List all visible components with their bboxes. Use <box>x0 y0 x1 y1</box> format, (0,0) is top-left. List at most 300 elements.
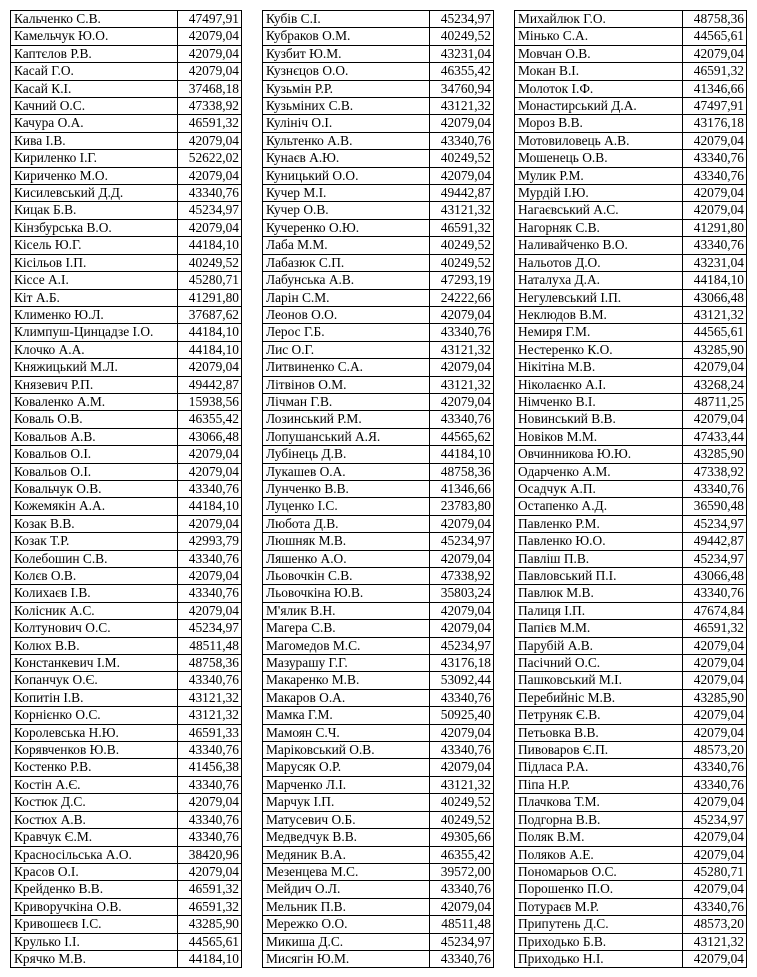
amount-value: 44184,10 <box>178 950 242 967</box>
amount-value: 42079,04 <box>683 637 747 654</box>
amount-value: 43340,76 <box>178 585 242 602</box>
amount-value: 36590,48 <box>683 498 747 515</box>
amount-value: 42079,04 <box>683 132 747 149</box>
table-row <box>263 167 494 184</box>
person-name: Неклюдов В.М. <box>515 306 683 323</box>
table-row <box>515 446 747 463</box>
table-row <box>515 637 747 654</box>
amount-value: 42079,04 <box>178 167 242 184</box>
person-name: Новинський В.В. <box>515 411 683 428</box>
table-row <box>263 359 494 376</box>
person-name: Климпуш-Цинцадзе І.О. <box>11 324 178 341</box>
person-name: Козак В.В. <box>11 515 178 532</box>
person-name: Кузнєцов О.О. <box>263 63 430 80</box>
person-name: Литвиненко С.А. <box>263 359 430 376</box>
person-name: Кучер М.І. <box>263 185 430 202</box>
person-name: Мороз В.В. <box>515 115 683 132</box>
person-name: Потураєв М.Р. <box>515 898 683 915</box>
person-name: Підласа Р.А. <box>515 759 683 776</box>
person-name: Льовочкін С.В. <box>263 568 430 585</box>
amount-value: 44184,10 <box>430 446 494 463</box>
amount-value: 42079,04 <box>683 655 747 672</box>
amount-value: 44184,10 <box>178 498 242 515</box>
table-row <box>11 811 242 828</box>
table-row <box>515 376 747 393</box>
amount-value: 45280,71 <box>178 272 242 289</box>
table-row <box>263 881 494 898</box>
person-name: Крулько І.І. <box>11 933 178 950</box>
person-name: Мамка Г.М. <box>263 707 430 724</box>
table-row <box>263 393 494 410</box>
amount-value: 43340,76 <box>178 811 242 828</box>
table-row <box>11 533 242 550</box>
amount-value: 45234,97 <box>683 811 747 828</box>
person-name: Колєв О.В. <box>11 568 178 585</box>
person-name: Павловський П.І. <box>515 568 683 585</box>
table-row <box>515 829 747 846</box>
amount-value: 44565,62 <box>430 428 494 445</box>
amount-value: 41291,80 <box>178 289 242 306</box>
amount-value: 42079,04 <box>178 219 242 236</box>
amount-value: 43340,76 <box>430 132 494 149</box>
person-name: Кива І.В. <box>11 132 178 149</box>
table-row <box>515 811 747 828</box>
table-row <box>263 428 494 445</box>
person-name: Мокан В.І. <box>515 63 683 80</box>
amount-value: 50925,40 <box>430 707 494 724</box>
person-name: Кириченко М.О. <box>11 167 178 184</box>
amount-value: 37687,62 <box>178 306 242 323</box>
amount-value: 42079,04 <box>683 672 747 689</box>
table-row <box>11 28 242 45</box>
table-row <box>263 219 494 236</box>
person-name: Мошенець О.В. <box>515 150 683 167</box>
person-name: Лозинський Р.М. <box>263 411 430 428</box>
table-row <box>263 306 494 323</box>
amount-value: 43340,76 <box>178 550 242 567</box>
amount-value: 46591,32 <box>178 115 242 132</box>
table-row <box>11 167 242 184</box>
table-row <box>515 916 747 933</box>
amount-value: 43066,48 <box>683 568 747 585</box>
table-row <box>515 11 747 28</box>
amount-value: 42079,04 <box>430 602 494 619</box>
amount-value: 46355,42 <box>178 411 242 428</box>
person-name: Колихаєв І.В. <box>11 585 178 602</box>
table-row <box>11 428 242 445</box>
table-row <box>11 672 242 689</box>
person-name: Кузбит Ю.М. <box>263 45 430 62</box>
person-name: Копитін І.В. <box>11 689 178 706</box>
table-row <box>263 724 494 741</box>
amount-value: 42079,04 <box>430 515 494 532</box>
person-name: Кальченко С.В. <box>11 11 178 28</box>
amount-value: 43340,76 <box>178 742 242 759</box>
amount-value: 47674,84 <box>683 602 747 619</box>
amount-value: 49305,66 <box>430 829 494 846</box>
amount-value: 43231,04 <box>683 254 747 271</box>
person-name: Павліш П.В. <box>515 550 683 567</box>
table-row <box>263 376 494 393</box>
table-row <box>11 950 242 967</box>
table-row <box>11 463 242 480</box>
table-row <box>263 80 494 97</box>
person-name: Корнієнко О.С. <box>11 707 178 724</box>
amount-value: 45234,97 <box>178 620 242 637</box>
amount-value: 35803,24 <box>430 585 494 602</box>
person-name: Мурдій І.Ю. <box>515 185 683 202</box>
person-name: Каптєлов Р.В. <box>11 45 178 62</box>
person-name: Любота Д.В. <box>263 515 430 532</box>
table-row <box>263 341 494 358</box>
person-name: Нальотов Д.О. <box>515 254 683 271</box>
person-name: Остапенко А.Д. <box>515 498 683 515</box>
table-row <box>11 863 242 880</box>
amount-value: 42079,04 <box>683 829 747 846</box>
table-row <box>263 324 494 341</box>
amount-value: 48758,36 <box>683 11 747 28</box>
table-row <box>11 568 242 585</box>
person-name: Новіков М.М. <box>515 428 683 445</box>
amount-value: 48511,48 <box>430 916 494 933</box>
person-name: Красносільська А.О. <box>11 846 178 863</box>
table-row <box>11 620 242 637</box>
amount-value: 47293,19 <box>430 272 494 289</box>
person-name: Плачкова Т.М. <box>515 794 683 811</box>
person-name: Поляков А.Е. <box>515 846 683 863</box>
name-amount-table-1 <box>10 10 242 968</box>
amount-value: 48711,25 <box>683 393 747 410</box>
amount-value: 43340,76 <box>430 411 494 428</box>
amount-value: 43121,32 <box>683 306 747 323</box>
table-row <box>11 132 242 149</box>
table-row <box>515 950 747 967</box>
table-row <box>11 272 242 289</box>
person-name: Мінько С.А. <box>515 28 683 45</box>
person-name: Мотовиловець А.В. <box>515 132 683 149</box>
table-row <box>515 620 747 637</box>
person-name: Маріковський О.В. <box>263 742 430 759</box>
table-row <box>515 707 747 724</box>
person-name: Колебошин С.В. <box>11 550 178 567</box>
person-name: Кицак Б.В. <box>11 202 178 219</box>
table-row <box>11 254 242 271</box>
amount-value: 42079,04 <box>430 620 494 637</box>
table-row <box>515 359 747 376</box>
table-row <box>515 794 747 811</box>
person-name: Колтунович О.С. <box>11 620 178 637</box>
amount-value: 43340,76 <box>683 759 747 776</box>
table-row <box>263 272 494 289</box>
person-name: Лабазюк С.П. <box>263 254 430 271</box>
person-name: Наталуха Д.А. <box>515 272 683 289</box>
amount-value: 43121,32 <box>683 933 747 950</box>
amount-value: 42079,04 <box>430 550 494 567</box>
amount-value: 40249,52 <box>430 28 494 45</box>
table-row <box>515 655 747 672</box>
amount-value: 42079,04 <box>683 846 747 863</box>
amount-value: 40249,52 <box>430 794 494 811</box>
amount-value: 42079,04 <box>430 898 494 915</box>
table-row <box>515 724 747 741</box>
amount-value: 46355,42 <box>430 63 494 80</box>
amount-value: 34760,94 <box>430 80 494 97</box>
amount-value: 43340,76 <box>683 480 747 497</box>
table-row <box>263 132 494 149</box>
amount-value: 42079,04 <box>683 707 747 724</box>
amount-value: 43340,76 <box>178 672 242 689</box>
amount-value: 44184,10 <box>683 272 747 289</box>
person-name: Мейдич О.Л. <box>263 881 430 898</box>
amount-value: 49442,87 <box>430 185 494 202</box>
person-name: Костюх А.В. <box>11 811 178 828</box>
table-row <box>263 829 494 846</box>
table-row <box>263 515 494 532</box>
person-name: Парубій А.В. <box>515 637 683 654</box>
person-name: Князевич Р.П. <box>11 376 178 393</box>
amount-value: 42079,04 <box>178 359 242 376</box>
table-row <box>11 707 242 724</box>
amount-value: 45234,97 <box>430 637 494 654</box>
person-name: Кубраков О.М. <box>263 28 430 45</box>
table-row <box>515 602 747 619</box>
person-name: Копанчук О.Є. <box>11 672 178 689</box>
person-name: Коваль О.В. <box>11 411 178 428</box>
name-amount-table-3 <box>514 10 747 968</box>
amount-value: 40249,52 <box>430 811 494 828</box>
amount-value: 48758,36 <box>178 655 242 672</box>
person-name: Мезенцева М.С. <box>263 863 430 880</box>
table-row <box>515 185 747 202</box>
amount-value: 43340,76 <box>178 829 242 846</box>
person-name: Петруняк Є.В. <box>515 707 683 724</box>
person-name: Лерос Г.Б. <box>263 324 430 341</box>
amount-value: 42079,04 <box>178 63 242 80</box>
person-name: Кузьмін Р.Р. <box>263 80 430 97</box>
person-name: Петьовка В.В. <box>515 724 683 741</box>
table-row <box>263 45 494 62</box>
person-name: Молоток І.Ф. <box>515 80 683 97</box>
table-row <box>515 742 747 759</box>
amount-value: 45234,97 <box>683 515 747 532</box>
amount-value: 37468,18 <box>178 80 242 97</box>
table-row <box>263 411 494 428</box>
amount-value: 43121,32 <box>178 689 242 706</box>
person-name: Ковальов О.І. <box>11 463 178 480</box>
amount-value: 48511,48 <box>178 637 242 654</box>
person-name: Мельник П.В. <box>263 898 430 915</box>
person-name: Ковальов А.В. <box>11 428 178 445</box>
table-row <box>11 446 242 463</box>
table-row <box>11 150 242 167</box>
table-row <box>11 393 242 410</box>
table-row <box>11 359 242 376</box>
person-name: Подгорна В.В. <box>515 811 683 828</box>
name-amount-table-2 <box>262 10 494 968</box>
table-row <box>263 863 494 880</box>
amount-value: 42079,04 <box>178 463 242 480</box>
amount-value: 43340,76 <box>683 167 747 184</box>
person-name: Костюк Д.С. <box>11 794 178 811</box>
table-row <box>11 916 242 933</box>
amount-value: 43340,76 <box>178 776 242 793</box>
table-row <box>11 846 242 863</box>
person-name: Кисилевський Д.Д. <box>11 185 178 202</box>
amount-value: 43121,32 <box>430 202 494 219</box>
table-row <box>515 428 747 445</box>
person-name: Луценко І.С. <box>263 498 430 515</box>
amount-value: 43340,76 <box>178 185 242 202</box>
table-row <box>263 202 494 219</box>
amount-value: 42079,04 <box>430 359 494 376</box>
table-row <box>263 568 494 585</box>
person-name: Негулевський І.П. <box>515 289 683 306</box>
table-row <box>515 550 747 567</box>
table-row <box>263 846 494 863</box>
table-row <box>263 550 494 567</box>
amount-value: 43066,48 <box>683 289 747 306</box>
amount-value: 41346,66 <box>683 80 747 97</box>
person-name: Нестеренко К.О. <box>515 341 683 358</box>
person-name: Пивоваров Є.П. <box>515 742 683 759</box>
amount-value: 49442,87 <box>178 376 242 393</box>
person-name: Красов О.І. <box>11 863 178 880</box>
person-name: Марчук І.П. <box>263 794 430 811</box>
person-name: Кожемякін А.А. <box>11 498 178 515</box>
table-row <box>515 167 747 184</box>
person-name: Пасічний О.С. <box>515 655 683 672</box>
table-row <box>11 898 242 915</box>
person-name: Касай К.І. <box>11 80 178 97</box>
amount-value: 24222,66 <box>430 289 494 306</box>
table-row <box>263 98 494 115</box>
amount-value: 42079,04 <box>178 568 242 585</box>
amount-value: 42079,04 <box>683 359 747 376</box>
amount-value: 42079,04 <box>178 45 242 62</box>
amount-value: 41346,66 <box>430 480 494 497</box>
amount-value: 43340,76 <box>430 881 494 898</box>
amount-value: 42079,04 <box>683 794 747 811</box>
amount-value: 43121,32 <box>430 341 494 358</box>
person-name: Качура О.А. <box>11 115 178 132</box>
amount-value: 43340,76 <box>683 585 747 602</box>
table-row <box>263 585 494 602</box>
table-row <box>515 202 747 219</box>
amount-value: 42079,04 <box>683 881 747 898</box>
person-name: Мисягін Ю.М. <box>263 950 430 967</box>
table-row <box>11 515 242 532</box>
table-row <box>263 115 494 132</box>
amount-value: 43066,48 <box>178 428 242 445</box>
person-name: Магомедов М.С. <box>263 637 430 654</box>
person-name: Марусяк О.Р. <box>263 759 430 776</box>
amount-value: 43340,76 <box>683 237 747 254</box>
amount-value: 43285,90 <box>683 341 747 358</box>
person-name: Клименко Ю.Л. <box>11 306 178 323</box>
table-row <box>11 306 242 323</box>
table-row <box>263 916 494 933</box>
person-name: Літвінов О.М. <box>263 376 430 393</box>
table-row <box>515 272 747 289</box>
person-name: Кучер О.В. <box>263 202 430 219</box>
table-row <box>515 150 747 167</box>
amount-value: 49442,87 <box>683 533 747 550</box>
table-row <box>263 898 494 915</box>
amount-value: 42079,04 <box>178 602 242 619</box>
table-row <box>263 463 494 480</box>
person-name: Ковальчук О.В. <box>11 480 178 497</box>
person-name: Корявченков Ю.В. <box>11 742 178 759</box>
table-row <box>515 863 747 880</box>
table-row <box>263 776 494 793</box>
person-name: Констанкевич І.М. <box>11 655 178 672</box>
amount-value: 42079,04 <box>430 393 494 410</box>
amount-value: 42079,04 <box>683 411 747 428</box>
person-name: Павлюк М.В. <box>515 585 683 602</box>
amount-value: 43340,76 <box>178 480 242 497</box>
table-row <box>515 393 747 410</box>
table-row <box>11 45 242 62</box>
amount-value: 43340,76 <box>683 150 747 167</box>
table-row <box>11 881 242 898</box>
person-name: Княжицький М.Л. <box>11 359 178 376</box>
table-row <box>11 602 242 619</box>
amount-value: 48573,20 <box>683 916 747 933</box>
person-name: Кінзбурська В.О. <box>11 219 178 236</box>
person-name: Овчинникова Ю.Ю. <box>515 446 683 463</box>
person-name: Лунченко В.В. <box>263 480 430 497</box>
person-name: Магера С.В. <box>263 620 430 637</box>
amount-value: 46591,33 <box>178 724 242 741</box>
amount-value: 42993,79 <box>178 533 242 550</box>
amount-value: 46591,32 <box>683 620 747 637</box>
amount-value: 48758,36 <box>430 463 494 480</box>
amount-value: 45234,97 <box>430 933 494 950</box>
amount-value: 42079,04 <box>430 306 494 323</box>
amount-value: 43285,90 <box>683 446 747 463</box>
person-name: Кісель Ю.Г. <box>11 237 178 254</box>
table-row <box>515 515 747 532</box>
table-row <box>263 254 494 271</box>
amount-value: 47338,92 <box>430 568 494 585</box>
amount-value: 43268,24 <box>683 376 747 393</box>
amount-value: 43340,76 <box>683 776 747 793</box>
amount-value: 46591,32 <box>683 63 747 80</box>
amount-value: 42079,04 <box>683 185 747 202</box>
table-row <box>11 98 242 115</box>
table-row <box>11 341 242 358</box>
person-name: Макаров О.А. <box>263 689 430 706</box>
person-name: Кунаєв А.Ю. <box>263 150 430 167</box>
table-row <box>515 898 747 915</box>
amount-value: 42079,04 <box>683 950 747 967</box>
amount-value: 43176,18 <box>430 655 494 672</box>
person-name: Крячко М.В. <box>11 950 178 967</box>
person-name: Колюх В.В. <box>11 637 178 654</box>
person-name: Одарченко А.М. <box>515 463 683 480</box>
table-row <box>263 742 494 759</box>
person-name: Приходько Н.І. <box>515 950 683 967</box>
amount-value: 38420,96 <box>178 846 242 863</box>
person-name: Лубінець Д.В. <box>263 446 430 463</box>
person-name: Медведчук В.В. <box>263 829 430 846</box>
table-row <box>515 306 747 323</box>
person-name: Лічман Г.В. <box>263 393 430 410</box>
table-row <box>515 463 747 480</box>
table-row <box>11 498 242 515</box>
table-row <box>515 846 747 863</box>
person-name: Люшняк М.В. <box>263 533 430 550</box>
